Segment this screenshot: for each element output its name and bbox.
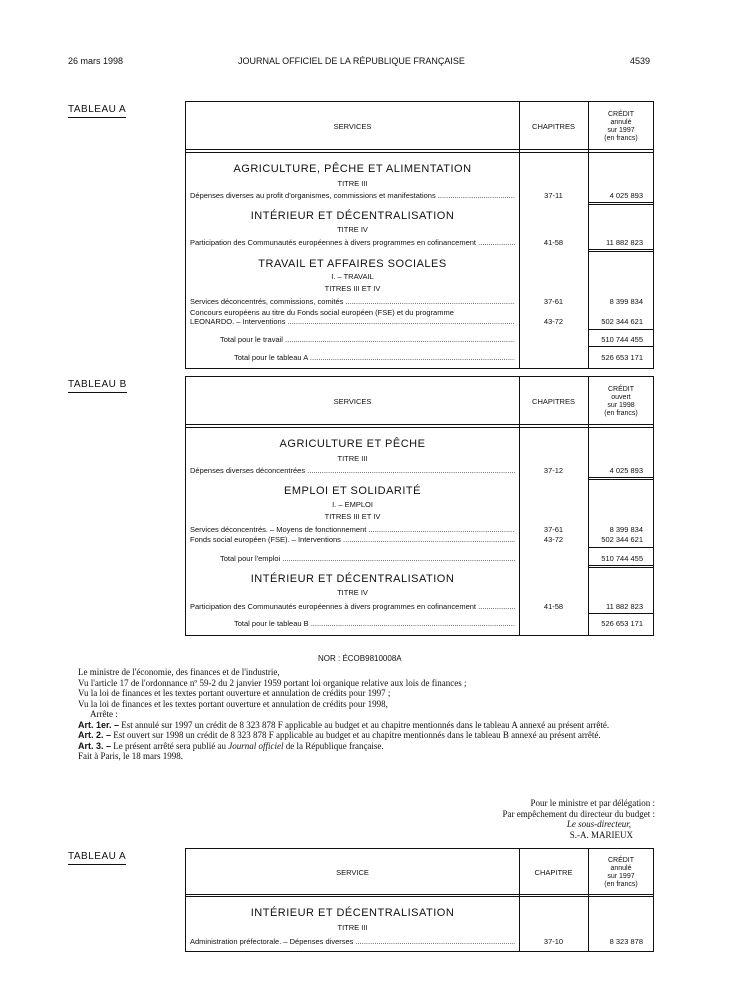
table-a2-header: [186, 849, 653, 895]
table-row: Participation des Communautés européennes à divers programmes en cofinancement .....: [190, 602, 515, 611]
amount-cell: 4 025 893: [609, 466, 643, 475]
total-row: Total pour l'emploi .....: [220, 554, 515, 563]
amount-cell: 8 399 834: [609, 525, 643, 534]
table-b-label: TABLEAU B: [68, 379, 127, 393]
header-journal: JOURNAL OFFICIEL DE LA RÉPUBLIQUE FRANÇAISE: [238, 56, 465, 66]
section-title: INTÉRIEUR ET DÉCENTRALISATION: [250, 573, 455, 585]
total-amount: 526 653 171: [601, 619, 643, 628]
header-date: 26 mars 1998: [68, 56, 124, 66]
table-a2-label: TABLEAU A: [68, 851, 126, 865]
chapter-cell: 37-12: [543, 466, 564, 475]
section-titre: TITRE III: [337, 454, 368, 463]
amount-cell: 8 399 834: [609, 297, 643, 306]
amount-cell: 11 882 823: [606, 602, 643, 611]
amount-cell: 11 882 823: [606, 238, 643, 247]
section-title: TRAVAIL ET AFFAIRES SOCIALES: [258, 258, 447, 270]
amount-cell: 502 344 621: [601, 317, 643, 326]
section-titre: TITRE III: [337, 923, 368, 932]
table-row: Dépenses diverses déconcentrées .....: [190, 466, 515, 475]
chapter-cell: 37-61: [543, 525, 564, 534]
total-row: Total pour le tableau A .....: [234, 353, 515, 362]
col-credit: CRÉDIT annulé sur 1997 (en francs): [604, 857, 638, 888]
section-titre: TITRE IV: [337, 225, 368, 234]
table-a-header: [186, 102, 653, 150]
article-2: Art. 2. – Est ouvert sur 1998 un crédit de 8 323 878 F applicable au budget et au chapitre mentionnés dans le tableau B annexé au présent arrêté.: [78, 730, 601, 740]
nor-reference: NOR : ÉCOB9810008A: [318, 654, 402, 663]
table-row: Fonds social européen (FSE). – Interventions .....: [190, 535, 515, 544]
table-row: Services déconcentrés, commissions, comités .....: [190, 297, 515, 306]
total-row: Total pour le tableau B .....: [234, 619, 515, 628]
section-title: INTÉRIEUR ET DÉCENTRALISATION: [250, 210, 455, 222]
table-row: Participation des Communautés européennes à divers programmes en cofinancement .....: [190, 238, 515, 247]
table-row: Administration préfectorale. – Dépenses diverses .....: [190, 937, 515, 946]
amount-cell: 8 323 878: [609, 937, 643, 946]
paragraph: Vu la loi de finances et les textes portant ouverture et annulation de crédits pour 1998,: [78, 698, 388, 709]
chapter-cell: 37-61: [543, 297, 564, 306]
col-chapitres: CHAPITRES: [532, 122, 575, 131]
chapter-cell: 41-58: [543, 238, 564, 247]
article-3: Art. 3. – Le présent arrêté sera publié au Journal officiel de la République française.: [78, 740, 384, 751]
table-b-header: [186, 377, 653, 425]
col-services: SERVICES: [333, 122, 372, 131]
paragraph: Fait à Paris, le 18 mars 1998.: [78, 751, 183, 761]
table-a: [185, 101, 654, 369]
col-chapitres: CHAPITRES: [532, 397, 575, 406]
paragraph: Le ministre de l'économie, des finances et de l'industrie,: [78, 667, 280, 677]
chapter-cell: 37-10: [543, 937, 564, 946]
total-amount: 510 744 455: [601, 554, 643, 563]
amount-cell: 4 025 893: [609, 191, 643, 200]
paragraph: Vu la loi de finances et les textes portant ouverture et annulation de crédits pour 1997 ;: [78, 688, 391, 698]
section-title: AGRICULTURE ET PÊCHE: [279, 438, 426, 450]
col-chapitre: CHAPITRE: [534, 868, 573, 877]
table-a2: [185, 848, 654, 952]
article-1: Art. 1er. – Est annulé sur 1997 un crédit de 8 323 878 F applicable au budget et au chapitre mentionnés dans le tableau A annexé au présent arrêté.: [78, 719, 610, 730]
section-titre: TITRES III ET IV: [324, 284, 381, 293]
total-amount: 510 744 455: [601, 335, 643, 344]
signature-block: Pour le ministre et par délégation : Par empêchement du directeur du budget : Le sous-directeur, S.-A. MARIEUX: [502, 798, 655, 840]
chapter-cell: 43-72: [543, 535, 564, 544]
section-title: EMPLOI ET SOLIDARITÉ: [284, 485, 421, 497]
decree-text: [68, 667, 658, 762]
chapter-cell: 43-72: [543, 317, 564, 326]
header-page-number: 4539: [630, 56, 651, 66]
table-row: Dépenses diverses au profit d'organismes, commissions et manifestations .....: [190, 191, 515, 200]
section-subtitle: I. – EMPLOI: [332, 500, 373, 509]
section-titre: TITRES III ET IV: [324, 512, 381, 521]
amount-cell: 502 344 621: [601, 535, 643, 544]
col-credit: CRÉDIT annulé sur 1997 (en francs): [604, 111, 638, 142]
paragraph: Vu l'article 17 de l'ordonnance nº 59-2 du 2 janvier 1959 portant loi organique relative aux lois de finances ;: [78, 677, 467, 688]
table-row: LEONARDO. – Interventions .....: [190, 317, 515, 326]
total-amount: 526 653 171: [601, 353, 643, 362]
chapter-cell: 37-11: [544, 191, 563, 200]
section-titre: TITRE III: [337, 179, 368, 188]
table-row: Concours européens au titre du Fonds social européen (FSE) et du programme: [190, 308, 454, 317]
table-a-label: TABLEAU A: [68, 104, 126, 118]
arrete-heading: Arrête :: [90, 709, 118, 719]
section-title: AGRICULTURE, PÊCHE ET ALIMENTATION: [233, 163, 472, 175]
section-titre: TITRE IV: [337, 588, 368, 597]
section-title: INTÉRIEUR ET DÉCENTRALISATION: [250, 907, 455, 919]
table-b: [185, 376, 654, 636]
col-services: SERVICES: [333, 397, 372, 406]
table-row: Services déconcentrés. – Moyens de fonctionnement .....: [190, 525, 515, 534]
chapter-cell: 41-58: [543, 602, 564, 611]
total-row: Total pour le travail .....: [220, 335, 515, 344]
col-service: SERVICE: [336, 868, 369, 877]
col-credit: CRÉDIT ouvert sur 1998 (en francs): [604, 386, 638, 417]
section-subtitle: I. – TRAVAIL: [331, 272, 374, 281]
